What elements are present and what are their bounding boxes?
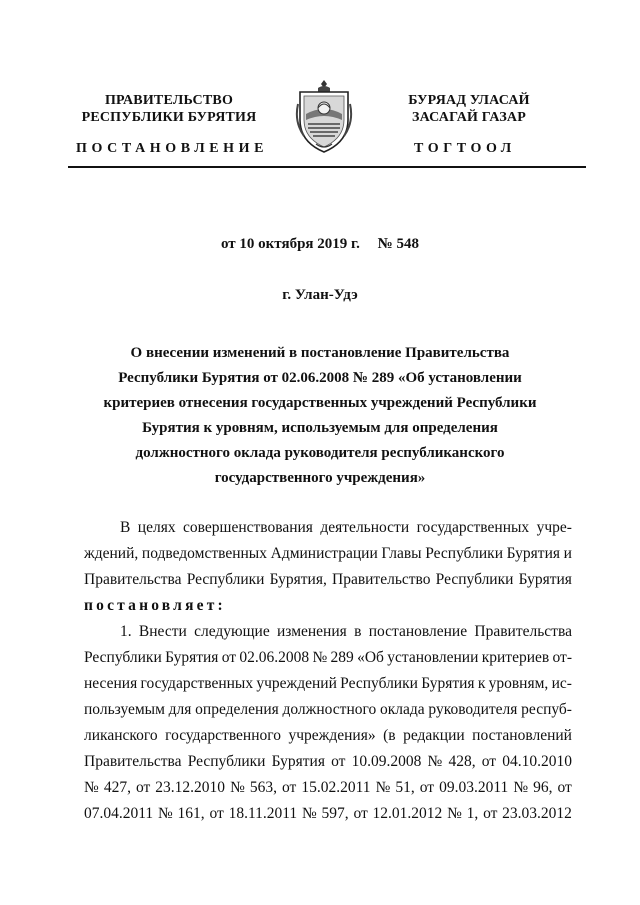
body-line: [84, 619, 572, 645]
body-word: Бурятия: [506, 545, 560, 562]
body-word: учреждения»: [288, 727, 376, 744]
body-word: 427,: [103, 779, 131, 796]
body-word: определения: [195, 701, 279, 718]
body-word: 289: [330, 649, 354, 666]
body-word: от-: [552, 649, 572, 666]
body-word: 1,: [466, 805, 479, 822]
title-line: Республики Бурятия от 02.06.2008 № 289 «Об установлении: [118, 370, 522, 386]
body-line: [84, 775, 572, 801]
title-line: государственного учреждения»: [214, 470, 426, 486]
issuer-bua: [364, 92, 574, 126]
body-word: Республики: [340, 675, 418, 692]
body-word: от: [209, 805, 224, 822]
body-word: 12.01.2012: [372, 805, 443, 822]
document-body: [84, 515, 572, 827]
body-word: №: [375, 779, 391, 796]
body-word: критериев: [481, 649, 550, 666]
body-word: от: [135, 779, 151, 796]
body-word: Республики: [425, 545, 503, 562]
body-word: от: [221, 649, 237, 666]
body-word: Бурятия: [271, 753, 325, 770]
body-line: [84, 567, 572, 593]
body-word: деятельности: [320, 519, 410, 536]
body-word: Республики: [187, 753, 266, 770]
body-word: должностного: [282, 701, 377, 718]
body-word: Правительства: [84, 753, 182, 770]
body-word: Бурятия: [165, 649, 219, 666]
body-word: совершенствования: [183, 519, 313, 536]
body-word: Внести: [138, 623, 187, 640]
body-word: №: [312, 649, 328, 666]
body-word: следующие: [194, 623, 270, 640]
title-line: должностного оклада руководителя республиканского: [135, 445, 505, 461]
body-word: Республики: [435, 571, 514, 588]
body-word: подведомственных: [141, 545, 267, 562]
body-word: Бурятия,: [269, 571, 327, 588]
body-word: 428,: [448, 753, 476, 770]
body-word: (в: [383, 727, 396, 744]
body-word: государственных: [416, 519, 530, 536]
body-word: оклада: [379, 701, 425, 718]
body-line: [84, 645, 572, 671]
body-word: пользуемым: [84, 701, 165, 718]
body-word: Правительства: [474, 623, 572, 640]
body-word: от: [353, 805, 368, 822]
body-word: Главы: [381, 545, 422, 562]
body-word: 161,: [177, 805, 205, 822]
issuer-ru-line2: РЕСПУБЛИКИ БУРЯТИЯ: [81, 110, 257, 125]
date-number-line: [0, 236, 640, 253]
body-line-decree: [84, 593, 572, 619]
issuer-ru-line1: ПРАВИТЕЛЬСТВО: [104, 93, 234, 108]
issuer-bua-line2: ЗАСАГАЙ ГАЗАР: [411, 110, 526, 125]
title-line: Бурятия к уровням, используемым для определения: [142, 420, 498, 436]
issuer-bua-line1: БУРЯАД УЛАСАЙ: [408, 93, 530, 108]
body-line: [84, 801, 572, 827]
body-word: постановление: [368, 623, 468, 640]
body-word: государственных: [140, 675, 254, 692]
body-word: респуб-: [521, 701, 572, 718]
body-word: ликанского: [84, 727, 158, 744]
body-word: №: [513, 779, 529, 796]
body-word: для: [168, 701, 192, 718]
body-word: редакции: [403, 727, 465, 744]
body-word: несения: [84, 675, 138, 692]
body-word: учреждений: [256, 675, 337, 692]
body-word: от: [483, 805, 498, 822]
body-word: от: [282, 779, 297, 796]
body-word: 18.11.2011: [228, 805, 298, 822]
title-line: О внесении изменений в постановление Правительства: [130, 345, 510, 361]
body-word: 02.06.2008: [239, 649, 310, 666]
body-word: 23.03.2012: [502, 805, 572, 822]
body-word: от: [419, 779, 435, 796]
body-word: 23.12.2010: [155, 779, 226, 796]
body-word: уровням,: [488, 675, 549, 692]
body-line: [84, 671, 572, 697]
body-word: от: [331, 753, 346, 770]
body-word: и: [563, 545, 572, 562]
body-word: установлении: [387, 649, 479, 666]
body-word: к: [477, 675, 486, 692]
body-word: от: [481, 753, 497, 770]
body-word: №: [427, 753, 443, 770]
coat-of-arms-icon: [294, 74, 354, 156]
body-line: [84, 749, 572, 775]
body-word: №: [301, 805, 317, 822]
body-word: 10.09.2008: [351, 753, 422, 770]
document-city: г. Улан-Удэ: [282, 287, 358, 303]
body-word: 09.03.2011: [439, 779, 509, 796]
body-word: 04.10.2010: [502, 753, 572, 770]
issuer-ru: [64, 92, 274, 126]
body-word: руководителя: [428, 701, 518, 718]
body-word: ис-: [551, 675, 572, 692]
body-word: №: [157, 805, 173, 822]
body-line: [84, 541, 572, 567]
body-word: целях: [137, 519, 176, 536]
body-word: 07.04.2011: [84, 805, 154, 822]
body-word: государственного: [165, 727, 281, 744]
document-date: от 10 октября 2019 г.: [220, 236, 360, 252]
body-word: 15.02.2011: [301, 779, 371, 796]
header-divider: [68, 166, 586, 168]
body-word: Бурятия: [518, 571, 572, 588]
body-word: «Об: [357, 649, 384, 666]
body-line: [84, 723, 572, 749]
body-word: №: [230, 779, 245, 796]
doc-kind-bua: ТОГТООЛ: [414, 141, 516, 156]
body-word: В: [120, 519, 131, 536]
body-word: 96,: [533, 779, 553, 796]
body-word: Республики: [84, 649, 162, 666]
body-word: от: [557, 779, 572, 796]
body-word: №: [84, 779, 99, 796]
title-line: критериев отнесения государственных учреждений Республики: [103, 395, 537, 411]
body-word: Республики: [186, 571, 265, 588]
document-number: № 548: [377, 236, 419, 252]
body-word: Бурятия: [421, 675, 475, 692]
body-word: 1.: [120, 623, 132, 640]
body-word: в: [354, 623, 362, 640]
document-title: [80, 341, 560, 491]
body-word: постановлений: [472, 727, 572, 744]
body-word: изменения: [277, 623, 347, 640]
body-word: 597,: [321, 805, 349, 822]
body-word: №: [447, 805, 462, 822]
body-word: Правительство: [332, 571, 431, 588]
body-word: 563,: [249, 779, 277, 796]
body-word: Администрации: [270, 545, 378, 562]
body-word: 51,: [395, 779, 415, 796]
body-line: [84, 515, 572, 541]
doc-kind-ru: ПОСТАНОВЛЕНИЕ: [76, 141, 269, 156]
body-word: ждений,: [84, 545, 139, 562]
body-line: [84, 697, 572, 723]
decree-word: постановляет:: [84, 597, 226, 614]
body-word: Правительства: [84, 571, 182, 588]
body-word: учре-: [536, 519, 572, 536]
